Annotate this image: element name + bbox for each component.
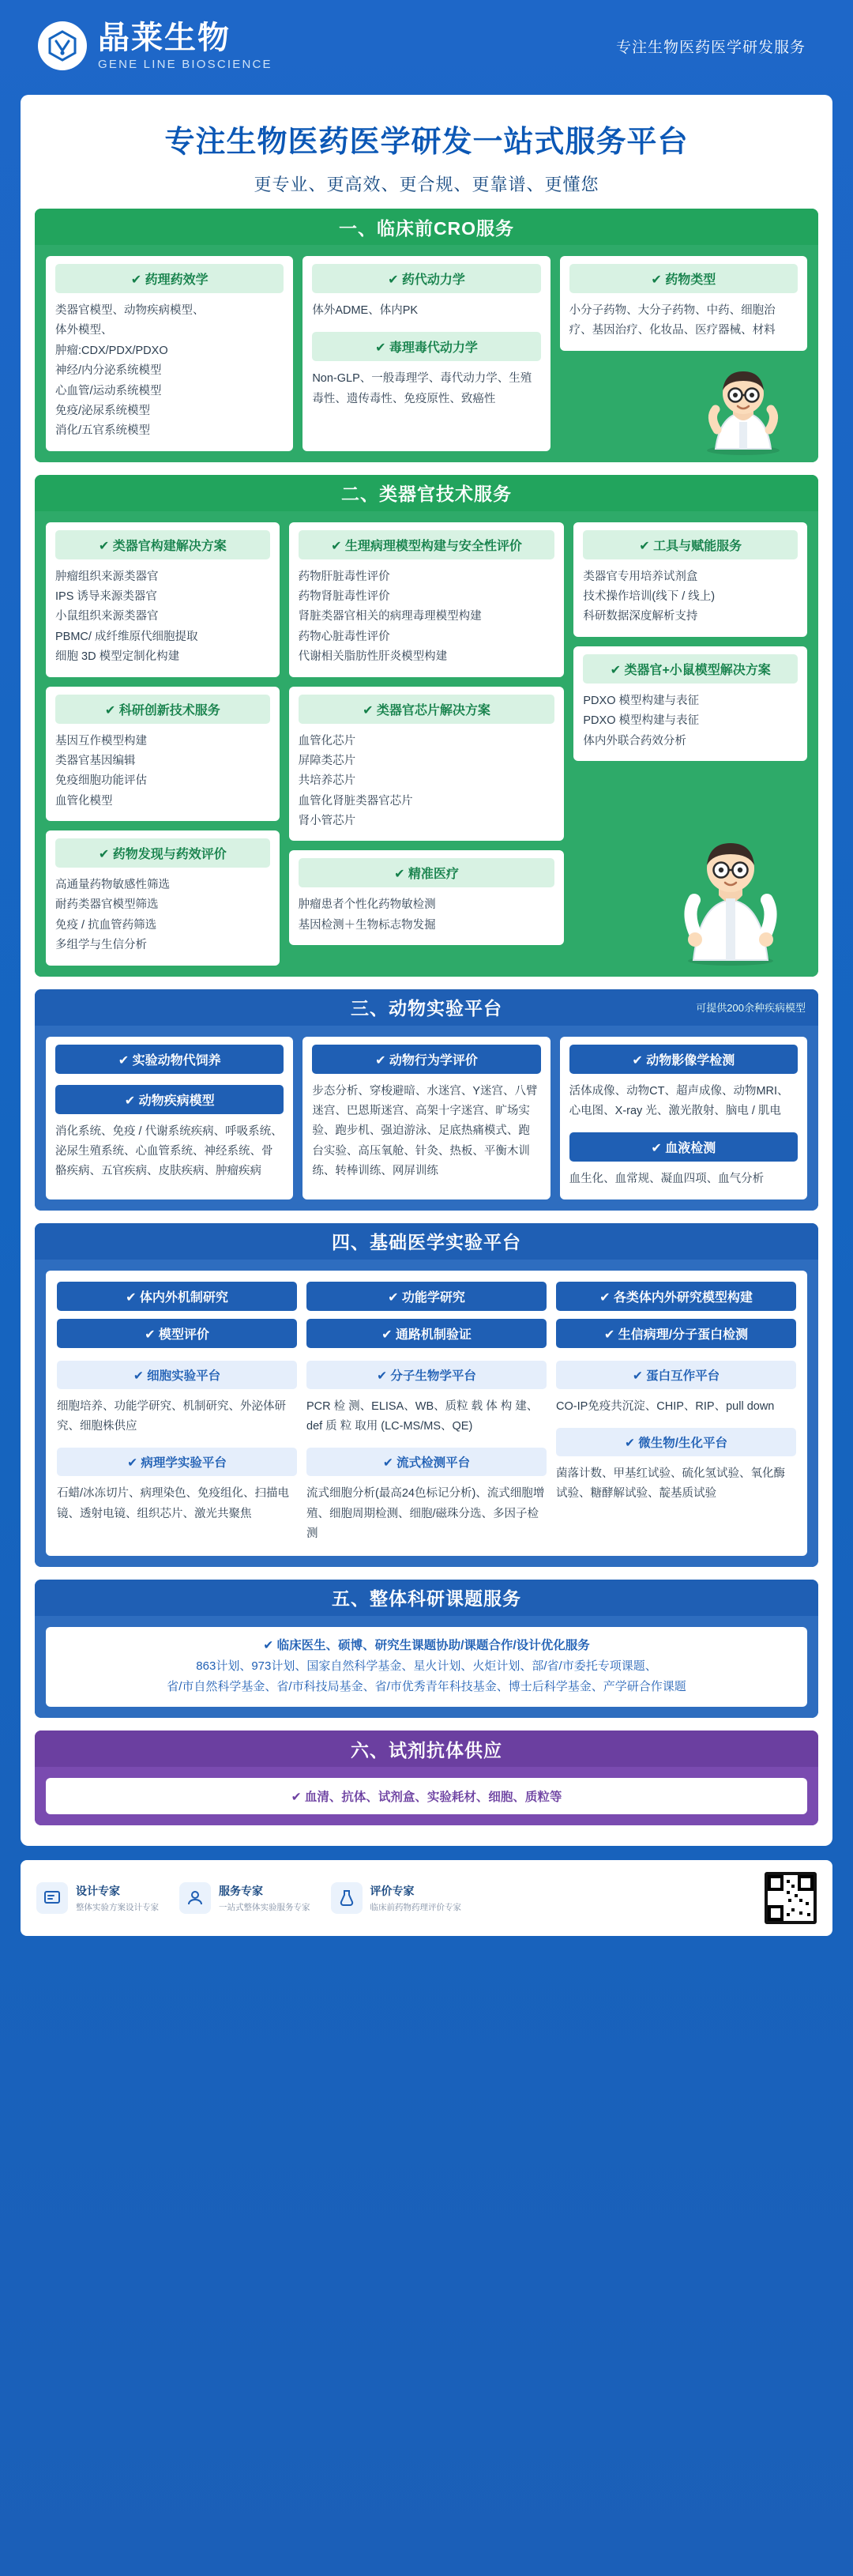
chip-flow-platform: ✔ 流式检测平台 [306,1448,547,1476]
footer-item-service [179,1882,310,1914]
section-research-project-service [35,1580,818,1719]
chip-in-vivo-vitro: ✔ 体内外机制研究 [57,1282,297,1311]
section-reagent-supply [35,1731,818,1825]
chip-label: ✔ 动物疾病模型 [55,1085,284,1114]
card-text: 肿瘤患者个性化药物敏检测 基因检测＋生物标志物发掘 [298,898,436,932]
card-organoid-mouse [573,646,807,761]
card-text: 活体成像、动物CT、超声成像、动物MRI、心电图、X-ray 光、激光散射、脑电 / 肌电 [569,1084,789,1117]
chip-pathology-protein: ✔ 生信病理/分子蛋白检测 [556,1319,796,1348]
section-title [35,989,818,1026]
chip-label: ✔ 药物发现与药效评价 [55,838,270,868]
chip-pathway-validation: ✔ 通路机制验证 [306,1319,547,1348]
footer-title: 设计专家 [76,1885,120,1898]
card-imaging-blood [560,1037,807,1199]
chip-label: ✔ 工具与赋能服务 [583,530,798,559]
card-text: 消化系统、免疫 / 代谢系统疾病、呼吸系统、泌尿生殖系统、心血管系统、神经系统、骨骼疾病、五官疾病、皮肤疾病、肿瘤疾病 [55,1124,283,1178]
qr-code-icon[interactable] [765,1872,817,1924]
section-title: 四、基础医学实验平台 [35,1223,818,1260]
card-text: 药物肝脏毒性评价 药物肾脏毒性评价 肾脏类器官相关的病理毒理模型构建 药物心脏毒性评价 代谢相关脂肪性肝炎模型构建 [298,570,482,664]
section-title: 六、试剂抗体供应 [35,1731,818,1767]
header-slogan: 专注生物医药医学研发服务 [615,39,806,56]
page-title: 专注生物医药医学研发一站式服务平台 [164,126,689,159]
card-pharmacology [46,256,293,451]
card-text: 血生化、血常规、凝血四项、血气分析 [569,1173,765,1186]
footer-title: 服务专家 [219,1885,263,1898]
card-research-innovation [46,687,280,822]
chip-label: ✔ 毒理毒代动力学 [312,332,540,361]
card-text: 血管化芯片 屏障类芯片 共培养芯片 血管化肾脏类器官芯片 肾小管芯片 [298,734,413,827]
card-text: 步态分析、穿梭避暗、水迷宫、Y迷宫、八臂迷宫、巴恩斯迷宫、高架十字迷宫、旷场实验、跑步机、强迫游泳、足底热痛模式、跑台实验、高压氧舱、针灸、热板、平衡木训练、转棒训练、网屏训练 [312,1084,538,1177]
chip-label: ✔ 生理病理模型构建与安全性评价 [299,530,555,559]
card-text: 高通量药物敏感性筛选 耐药类器官模型筛选 免疫 / 抗血管药筛选 多组学与生信分析 [55,879,170,952]
card-text: Non-GLP、一般毒理学、毒代动力学、生殖毒性、遗传毒性、免疫原性、致癌性 [312,372,532,405]
card-text: 类器官专用培养试剂盒 技术操作培训(线下 / 线上) 科研数据深度解析支持 [583,570,716,623]
section-animal-platform [35,989,818,1211]
card-text: 流式细胞分析(最高24色标记分析)、流式细胞增殖、细胞周期检测、细胞/磁珠分选、多因子检测 [306,1487,545,1541]
section-organoid-tech [35,475,818,977]
card-text: PDXO 模型构建与表征 PDXO 模型构建与表征 体内外联合药效分析 [583,694,700,748]
chip-label: ✔ 精准医疗 [299,858,555,887]
card-drug-types [560,256,807,351]
footer-desc: 临床前药物药理评价专家 [370,1903,461,1913]
card-organoid-solution [46,522,280,677]
card-text: 菌落计数、甲基红试验、硫化氢试验、氧化酶试验、糖酵解试验、靛基质试验 [556,1467,785,1501]
hexagon-logo-icon [38,21,87,70]
card-behavior-eval [302,1037,550,1199]
card-organ-chip [289,687,565,842]
project-service-card [46,1627,807,1708]
card-text: 类器官模型、动物疾病模型、 体外模型、 肿瘤:CDX/PDX/PDXO 神经/内分泌系统模型 心血管/运动系统模型 免疫/泌尿系统模型 消化/五官系统模型 [55,304,205,438]
card-text: 石蜡/冰冻切片、病理染色、免疫组化、扫描电镜、透射电镜、组织芯片、激光共聚焦 [57,1487,290,1520]
chip-label: ✔ 动物行为学评价 [312,1045,540,1074]
card-text: PCR 检 测、ELISA、WB、质粒 载 体 构 建、def 质 粒 取用 (LC-MS/MS、QE) [306,1399,539,1433]
design-expert-icon [36,1882,68,1914]
chip-label: ✔ 类器官构建解决方案 [55,530,270,559]
section-title-text: 三、动物实验平台 [351,998,502,1019]
chip-functional-study: ✔ 功能学研究 [306,1282,547,1311]
card-text: 体外ADME、体内PK [312,304,419,317]
card-text: 基因互作模型构建 类器官基因编辑 免疫细胞功能评估 血管化模型 [55,734,147,808]
chip-label: ✔ 科研创新技术服务 [55,695,270,724]
project-line-2: 863计划、973计划、国家自然科学基金、星火计划、火炬计划、部/省/市委托专项课题、 [196,1659,657,1673]
card-precision-medicine [289,850,565,945]
section-title: 一、临床前CRO服务 [35,209,818,245]
brand [38,21,272,71]
chip-label: ✔ 实验动物代饲养 [55,1045,284,1074]
page-footer [21,1860,832,1936]
card-patho-model [289,522,565,677]
chip-label: ✔ 药理药效学 [55,264,284,293]
card-text: 肿瘤组织来源类器官 IPS 诱导来源类器官 小鼠组织来源类器官 PBMC/ 成纤维原代细胞提取 细胞 3D 模型定制化构建 [55,570,198,664]
section-basic-medical-platform [35,1223,818,1567]
chip-label: ✔ 类器官芯片解决方案 [299,695,555,724]
basic-platform-card [46,1271,807,1556]
chip-model-construction: ✔ 各类体内外研究模型构建 [556,1282,796,1311]
page-header [0,0,853,92]
section-preclinical-cro [35,209,818,462]
chip-label: ✔ 类器官+小鼠模型解决方案 [583,654,798,684]
footer-desc: 一站式整体实验服务专家 [219,1903,310,1913]
chip-label: ✔ 动物影像学检测 [569,1045,798,1074]
content-board [21,95,832,1846]
service-expert-icon [179,1882,211,1914]
card-text: 细胞培养、功能学研究、机制研究、外泌体研究、细胞株供应 [57,1399,286,1433]
card-drug-discovery [46,830,280,966]
chip-micro-platform: ✔ 微生物/生化平台 [556,1428,796,1456]
chip-molecular-platform: ✔ 分子生物学平台 [306,1361,547,1389]
chip-pathology-platform: ✔ 病理学实验平台 [57,1448,297,1476]
page-subtitle: 更专业、更高效、更合规、更靠谱、更懂您 [254,175,599,194]
card-tools-enablement [573,522,807,637]
brand-name-en: GENE LINE BIOSCIENCE [98,57,272,71]
footer-item-design [36,1882,159,1914]
project-line-3: 省/市自然科学基金、省/市科技局基金、省/市优秀青年科技基金、博士后科学基金、产学研合作课题 [167,1679,686,1693]
chip-cell-platform: ✔ 细胞实验平台 [57,1361,297,1389]
chip-label: ✔ 药物类型 [569,264,798,293]
section-title: 五、整体科研课题服务 [35,1580,818,1616]
chip-model-evaluation: ✔ 模型评价 [57,1319,297,1348]
chip-label: ✔ 药代动力学 [312,264,540,293]
reagent-supply-card [46,1778,807,1814]
project-line-1: ✔ 临床医生、硕博、研究生课题协助/课题合作/设计优化服务 [263,1638,590,1652]
section-title: 二、类器官技术服务 [35,475,818,511]
card-text: 小分子药物、大分子药物、中药、细胞治疗、基因治疗、化妆品、医疗器械、材料 [569,304,776,337]
chip-label: ✔ 血液检测 [569,1132,798,1162]
reagent-line: ✔ 血清、抗体、试剂盒、实验耗材、细胞、质粒等 [291,1791,562,1805]
footer-desc: 整体实验方案设计专家 [76,1903,159,1913]
evaluation-expert-icon [331,1882,363,1914]
section-note: 可提供200余种疾病模型 [696,1002,806,1014]
card-pk-tox [302,256,550,451]
footer-item-evaluation [331,1882,462,1914]
brand-name-cn: 晶莱生物 [98,20,231,55]
card-animal-housing [46,1037,293,1199]
chip-protein-platform: ✔ 蛋白互作平台 [556,1361,796,1389]
footer-title: 评价专家 [370,1885,415,1898]
card-text: CO-IP免疫共沉淀、CHIP、RIP、pull down [556,1399,775,1413]
